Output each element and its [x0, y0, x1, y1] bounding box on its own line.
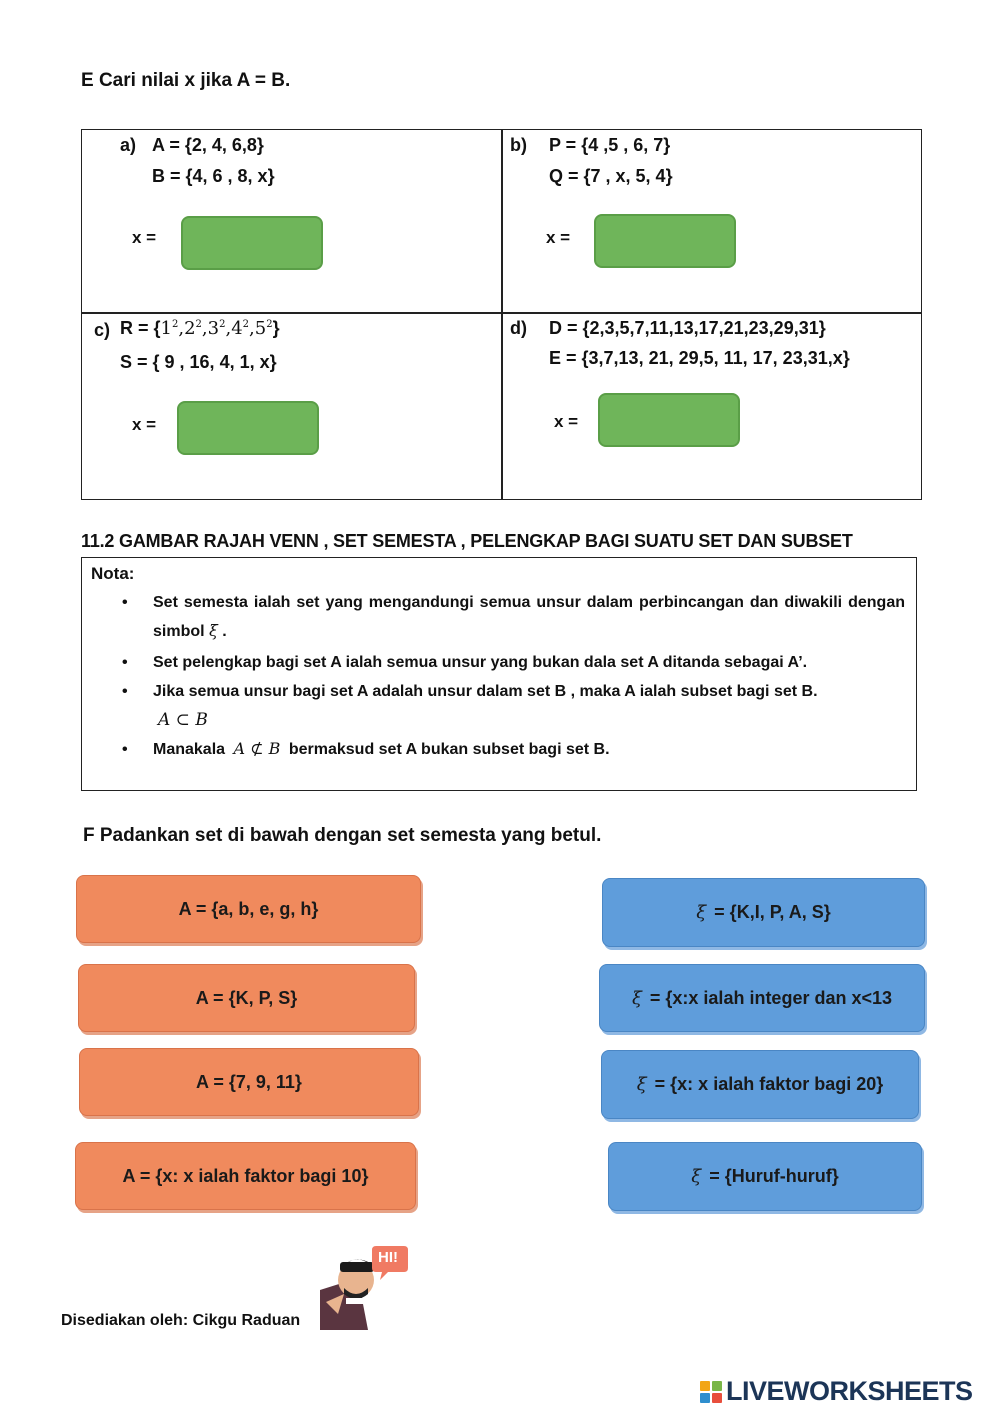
- set-r-base: 3: [207, 318, 220, 339]
- match-left-text: A = {K, P, S}: [195, 987, 298, 1008]
- brand-name: LIVEWORKSHEETS: [726, 1376, 973, 1406]
- bullet: •: [122, 654, 128, 671]
- set-r-base: 4: [231, 318, 243, 339]
- set-r-exp: 2: [171, 319, 179, 330]
- match-right-text: = {x:x ialah integer dan x<13: [649, 987, 893, 1008]
- set-r-exp: 2: [195, 319, 202, 330]
- match-right-item-3[interactable]: [601, 1050, 919, 1119]
- note-4-prefix: Manakala: [153, 741, 226, 758]
- note-4-suffix: bermaksud set A bukan subset bagi set B.: [288, 741, 610, 758]
- match-left-text: A = {7, 9, 11}: [196, 1071, 302, 1092]
- table-divider: [501, 130, 503, 499]
- section-11-2-title: 11.2 GAMBAR RAJAH VENN , SET SEMESTA , PELENGKAP BAGI SUATU SET DAN SUBSET: [81, 531, 853, 551]
- note-1-end: .: [222, 623, 227, 640]
- match-left-item-4[interactable]: [75, 1142, 416, 1210]
- cell-d-line2: E = {3,7,13, 21, 29,5, 11, 17, 23,31,x}: [549, 348, 850, 368]
- section-f-title: F Padankan set di bawah dengan set semesta yang betul.: [83, 825, 602, 846]
- bullet: •: [122, 683, 128, 700]
- answer-input-c[interactable]: [177, 401, 319, 455]
- match-right-text: = {K,I, P, A, S}: [714, 902, 831, 922]
- match-right-item-4[interactable]: [608, 1142, 922, 1211]
- match-right-item-1[interactable]: [602, 878, 925, 947]
- cell-c-label: c): [94, 320, 111, 340]
- cell-d-x-label: x =: [554, 412, 579, 431]
- table-divider: [82, 312, 921, 314]
- note-subset: Jika semua unsur bagi set A adalah unsur dalam set B , maka A ialah subset bagi set B.: [153, 683, 818, 700]
- set-r-base: 2: [184, 318, 196, 339]
- match-left-text: A = {a, b, e, g, h}: [178, 898, 319, 919]
- match-left-item-3[interactable]: [79, 1048, 419, 1116]
- cell-c-line2: S = { 9 , 16, 4, 1, x}: [120, 352, 277, 372]
- xi-symbol: ξ: [631, 987, 642, 1009]
- note-1-text: Set semesta ialah set yang mengandungi semua unsur dalam perbincangan dan diwakili dengan simbol: [153, 594, 905, 640]
- set-r-exp: 2: [242, 319, 250, 330]
- cell-a-line2: B = {4, 6 , 8, x}: [152, 166, 275, 186]
- set-r-base: 5: [254, 318, 267, 339]
- xi-symbol: ξ: [636, 1074, 647, 1095]
- nota-label: Nota:: [91, 564, 135, 583]
- cell-a-x-label: x =: [132, 228, 157, 247]
- answer-input-a[interactable]: [181, 216, 323, 270]
- answer-input-b[interactable]: [594, 214, 736, 268]
- teacher-avatar: [318, 1240, 410, 1330]
- nota-box: [81, 557, 917, 791]
- bullet: •: [122, 741, 128, 758]
- cell-b-line2: Q = {7 , x, 5, 4}: [549, 166, 673, 186]
- xi-symbol: ξ: [696, 902, 707, 923]
- prepared-by: Disediakan oleh: Cikgu Raduan: [61, 1312, 301, 1329]
- cell-a-line1: A = {2, 4, 6,8}: [152, 135, 264, 155]
- xi-symbol: ξ: [209, 621, 218, 640]
- cell-a-label: a): [120, 135, 137, 155]
- match-left-text: A = {x: x ialah faktor bagi 10}: [122, 1165, 369, 1186]
- answer-input-d[interactable]: [598, 393, 740, 447]
- cell-b-x-label: x =: [546, 228, 571, 247]
- not-subset-notation: A ⊄ B: [233, 739, 281, 758]
- brand-icon: [700, 1381, 722, 1403]
- match-right-item-2[interactable]: [599, 964, 925, 1032]
- subset-notation: A ⊂ B: [158, 710, 208, 730]
- set-r-exp: 2: [266, 319, 273, 330]
- cell-c-line1: $R = \{1^2,2^2,3^2,4^2,5^2\}$: [120, 318, 280, 339]
- cell-b-line1: P = {4 ,5 , 6, 7}: [549, 135, 671, 155]
- cell-d-line1: D = {2,3,5,7,11,13,17,21,23,29,31}: [549, 318, 826, 338]
- xi-symbol: ξ: [691, 1166, 702, 1187]
- section-e-table: [81, 129, 922, 500]
- match-left-item-1[interactable]: [76, 875, 421, 943]
- match-right-text: = {x: x ialah faktor bagi 20}: [654, 1074, 884, 1094]
- cell-c-x-label: x =: [132, 415, 157, 434]
- match-left-item-2[interactable]: [78, 964, 415, 1032]
- cell-d-label: d): [510, 318, 527, 338]
- set-r-prefix: R = {: [120, 318, 161, 338]
- liveworksheets-logo: [700, 1376, 973, 1407]
- set-r-exp: 2: [219, 319, 226, 330]
- set-r-suffix: }: [272, 318, 280, 338]
- note-universal-set: [153, 589, 905, 646]
- match-right-text: = {Huruf-huruf}: [709, 1166, 839, 1186]
- note-not-subset: [153, 735, 905, 764]
- set-r-base: 1: [160, 318, 172, 339]
- cell-b-label: b): [510, 135, 527, 155]
- hi-badge: HI!: [378, 1249, 398, 1266]
- bullet: •: [122, 594, 128, 611]
- note-complement: Set pelengkap bagi set A ialah semua unsur yang bukan dala set A ditanda sebagai A’.: [153, 654, 808, 671]
- section-e-title: E Cari nilai x jika A = B.: [81, 70, 291, 91]
